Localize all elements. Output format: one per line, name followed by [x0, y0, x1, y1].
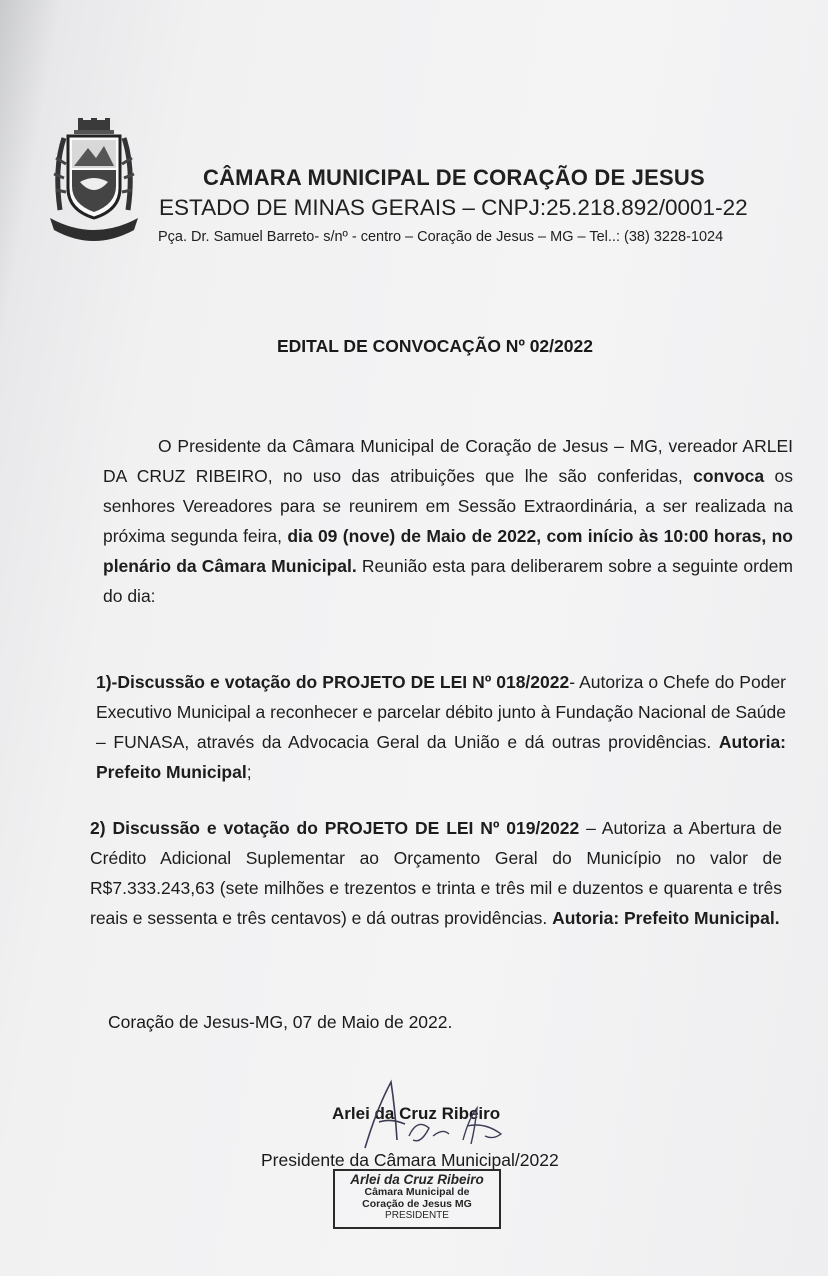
p1-text-a: O Presidente da Câmara Municipal de Coração de Jesus – MG, vereador ARLEI DA CRUZ RIBEIRO, no uso das atribuições que lhe são conferidas, [103, 436, 793, 486]
item1-end: ; [246, 762, 252, 782]
address-line: Pça. Dr. Samuel Barreto- s/nº - centro – Coração de Jesus – MG – Tel..: (38) 3228-1024 [158, 229, 724, 245]
item2-heading: 2) Discussão e votação do PROJETO DE LEI Nº 019/2022 [90, 818, 580, 838]
p1-bold-session-date: dia 09 (nove) de Maio de 2022, com início às 10:00 horas, no plenário da Câmara Municipal. [103, 526, 793, 576]
agenda-item-2 [90, 813, 782, 933]
p1-text-e: Reunião esta para deliberarem sobre a seguinte ordem do dia: [103, 556, 793, 606]
state-cnpj-line: ESTADO DE MINAS GERAIS – CNPJ:25.218.892/0001-22 [159, 195, 748, 220]
signatory-role: Presidente da Câmara Municipal/2022 [261, 1150, 559, 1170]
handwritten-signature [325, 1078, 525, 1158]
item1-text: - Autoriza o Chefe do Poder Executivo Municipal a reconhecer e parcelar débito junto à Fundação Nacional de Saúde – FUNASA, através da Advocacia Geral da União e dá outras providências. [96, 672, 786, 752]
item2-authorship: Autoria: Prefeito Municipal. [552, 908, 780, 928]
stamp-name: Arlei da Cruz Ribeiro [350, 1172, 484, 1187]
agenda-item-1 [96, 667, 786, 787]
stamp-city: Coração de Jesus MG [362, 1197, 472, 1210]
signatory-name: Arlei da Cruz Ribeiro [332, 1104, 501, 1123]
president-stamp [333, 1169, 501, 1229]
dateline: Coração de Jesus-MG, 07 de Maio de 2022. [108, 1012, 453, 1032]
item2-text: – Autoriza a Abertura de Crédito Adicional Suplementar ao Orçamento Geral do Município no valor de R$7.333.243,63 (sete milhões e trezentos e trinta e três mil e duzentos e quarenta e três reais e sessenta e três centavos) e dá outras providências. [90, 818, 782, 928]
institution-name: CÂMARA MUNICIPAL DE CORAÇÃO DE JESUS [203, 165, 705, 190]
document-title: EDITAL DE CONVOCAÇÃO Nº 02/2022 [277, 336, 593, 356]
stamp-role: PRESIDENTE [385, 1210, 449, 1221]
item1-heading: 1)-Discussão e votação do PROJETO DE LEI Nº 018/2022 [96, 672, 570, 692]
convocation-paragraph [103, 431, 793, 611]
item1-authorship: Autoria: Prefeito Municipal [96, 732, 786, 782]
p1-text-c: os senhores Vereadores para se reunirem em Sessão Extraordinária, a ser realizada na próxima segunda feira, [103, 466, 793, 546]
p1-bold-convoca: convoca [693, 466, 765, 486]
municipal-crest-icon [44, 118, 144, 248]
stamp-institution: Câmara Municipal de [364, 1186, 470, 1198]
